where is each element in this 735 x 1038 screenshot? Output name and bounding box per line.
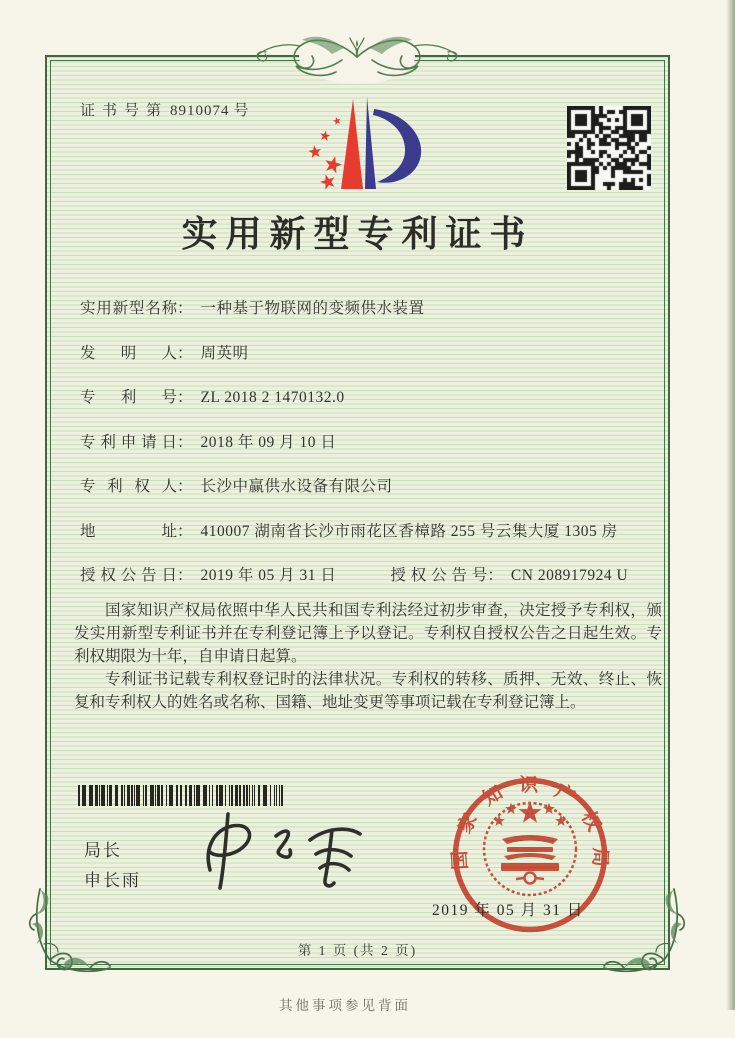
field-colon: ：: [177, 344, 193, 362]
field-colon: ：: [177, 567, 193, 584]
field-value: 2018 年 09 月 10 日: [200, 433, 337, 451]
field-value: CN 208917924 U: [510, 567, 629, 584]
field-value: 2019 年 05 月 31 日: [200, 567, 337, 584]
field-value: ZL 2018 2 1470132.0: [200, 389, 345, 406]
field-value: 一种基于物联网的变频供水装置: [200, 300, 425, 317]
field-colon: ：: [177, 300, 193, 317]
certificate-title: 实用新型专利证书: [181, 214, 534, 254]
field-colon: ：: [177, 389, 193, 406]
field-row-utility-model-name: [80, 299, 645, 318]
qr-code-icon: [567, 106, 651, 190]
field-row-grant: [80, 566, 645, 585]
barcode-icon: [78, 785, 290, 806]
signer-title: 局长: [84, 841, 122, 860]
certificate-number-prefix: 证书号第: [80, 103, 169, 119]
legal-text: [74, 599, 662, 714]
signer-name: 申长雨: [84, 871, 141, 890]
field-colon: ：: [487, 567, 503, 584]
field-label: 授权公告号: [390, 567, 488, 584]
director-signature-icon: [180, 808, 385, 896]
scan-edge-shadow: [726, 0, 735, 1010]
field-label: 实用新型名称: [80, 300, 177, 317]
field-label: 发明人: [80, 344, 177, 362]
seal-text: 国家知识产权局: [450, 775, 610, 871]
field-row-address: [80, 522, 645, 541]
field-label: 专利号: [80, 389, 177, 406]
field-colon: ：: [177, 433, 193, 451]
field-row-inventor: [80, 344, 645, 363]
field-label: 授权公告日: [80, 567, 177, 584]
certificate-number-value: 8910074: [170, 103, 230, 119]
field-colon: ：: [177, 478, 193, 495]
field-row-patentee: [80, 477, 645, 496]
field-label: 地址: [80, 522, 177, 540]
page-indicator: 第 1 页 (共 2 页): [297, 943, 418, 958]
field-label: 专利申请日: [80, 433, 177, 451]
bottom-left-corner-ornament: [26, 884, 116, 979]
cnipa-patent-logo-icon: [284, 92, 429, 200]
certificate-number: [80, 99, 256, 120]
back-side-note: 其他事项参见背面: [279, 998, 411, 1013]
field-value: 周英明: [200, 344, 249, 362]
seal-date: 2019 年 05 月 31 日: [432, 902, 584, 919]
top-flourish-ornament: [252, 26, 462, 88]
field-row-patent-number: [80, 388, 645, 407]
legal-paragraph-grant: 国家知识产权局依照中华人民共和国专利法经过初步审查，决定授予专利权，颁发实用新型专利证书并在专利登记簿上予以登记。专利权自授权公告之日起生效。专利权期限为十年，自申请日起算。: [74, 602, 662, 665]
field-label: 专利权人: [80, 478, 177, 495]
field-value: 410007 湖南省长沙市雨花区香樟路 255 号云集大厦 1305 房: [200, 522, 618, 540]
certificate-number-suffix: 号: [233, 103, 256, 119]
bottom-right-corner-ornament: [598, 884, 688, 979]
field-value: 长沙中赢供水设备有限公司: [200, 478, 393, 495]
certificate-fields: [80, 299, 645, 611]
field-row-filing-date: [80, 433, 645, 452]
legal-paragraph-register: 专利证书记载专利权登记时的法律状况。专利权的转移、质押、无效、终止、恢复和专利权人的姓名或名称、国籍、地址变更等事项记载在专利登记簿上。: [74, 671, 662, 711]
field-colon: ：: [177, 522, 193, 540]
